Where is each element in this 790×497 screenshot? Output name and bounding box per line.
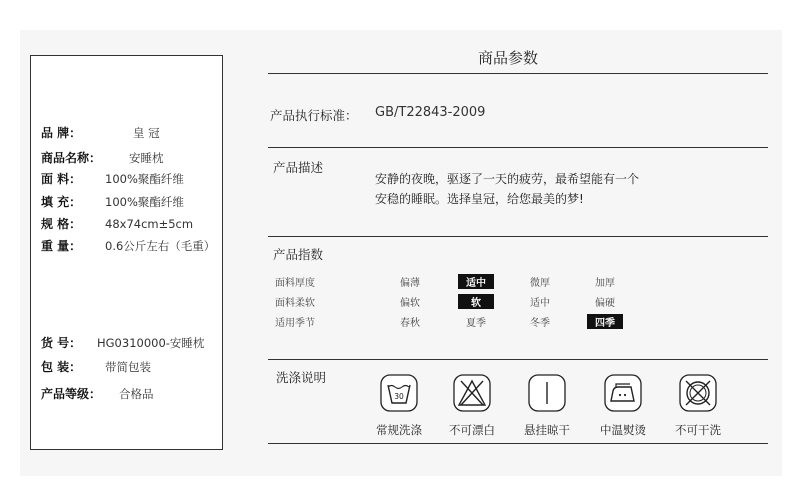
care-item-dry-clean — [663, 374, 733, 438]
care-item-hang-dry — [512, 374, 582, 438]
fabric-value: 100%聚酯纤维 — [105, 172, 184, 186]
index-row-label: 面料柔软 — [275, 298, 315, 309]
care-item-label: 悬挂晾干 — [524, 423, 570, 437]
description-label: 产品描述 — [273, 160, 324, 175]
size-value: 48x74cm±5cm — [105, 217, 194, 231]
page-title: 商品参数 — [478, 49, 539, 67]
wash-30-icon — [380, 374, 418, 412]
care-label: 洗涤说明 — [276, 370, 327, 385]
index-label: 产品指数 — [273, 247, 324, 262]
index-option: 适中 — [530, 298, 550, 309]
grade-label: 产品等级： — [41, 387, 102, 401]
care-item-label: 不可干洗 — [675, 423, 721, 437]
item-no-row — [41, 334, 204, 351]
filling-value: 100%聚酯纤维 — [105, 195, 184, 209]
brand-value: 皇 冠 — [133, 126, 160, 140]
hang-dry-icon — [528, 374, 566, 412]
index-option: 加厚 — [595, 278, 615, 289]
size-row — [41, 215, 193, 232]
care-item-wash — [364, 374, 434, 438]
brand-row — [41, 124, 160, 141]
package-label: 包 装： — [41, 360, 82, 374]
index-row-label: 适用季节 — [275, 318, 315, 329]
name-value: 安睡枕 — [129, 151, 164, 165]
brand-label: 品 牌： — [41, 126, 82, 140]
no-bleach-icon — [453, 374, 491, 412]
index-option: 偏薄 — [400, 278, 420, 289]
grade-row — [41, 385, 154, 402]
divider — [268, 73, 768, 74]
divider — [268, 443, 768, 444]
care-item-bleach — [437, 374, 507, 438]
care-item-label: 中温熨烫 — [600, 423, 646, 437]
divider — [268, 236, 768, 237]
standard-label: 产品执行标准： — [270, 108, 358, 123]
weight-label: 重 量： — [41, 239, 82, 253]
description-line-1: 安静的夜晚，驱逐了一天的疲劳，最希望能有一个 — [375, 172, 640, 186]
care-item-label: 常规洗涤 — [376, 423, 422, 437]
index-option-selected: 四季 — [587, 314, 623, 329]
index-option: 夏季 — [466, 318, 486, 329]
index-option-selected: 软 — [458, 294, 494, 309]
care-item-iron — [588, 374, 658, 438]
index-option: 偏硬 — [595, 298, 615, 309]
filling-row — [41, 193, 184, 210]
index-option: 偏软 — [400, 298, 420, 309]
divider — [268, 359, 768, 360]
index-option: 微厚 — [530, 278, 550, 289]
package-value: 带简包装 — [105, 360, 151, 374]
index-option: 冬季 — [530, 318, 550, 329]
description-line-2: 安稳的睡眠。选择皇冠，给您最美的梦! — [375, 192, 584, 206]
index-option: 春秋 — [400, 318, 420, 329]
name-row — [41, 149, 164, 166]
care-item-label: 不可漂白 — [449, 423, 495, 437]
weight-value: 0.6公斤左右（毛重） — [105, 239, 216, 253]
divider — [268, 147, 768, 148]
wash-temperature: 30 — [394, 392, 404, 401]
no-dry-clean-icon — [679, 374, 717, 412]
fabric-label: 面 料： — [41, 172, 82, 186]
index-row-label: 面料厚度 — [275, 278, 315, 289]
name-label: 商品名称： — [41, 151, 102, 165]
index-option-selected: 适中 — [458, 274, 494, 289]
item-no-value: HG0310000-安睡枕 — [97, 336, 205, 350]
filling-label: 填 充： — [41, 195, 82, 209]
grade-value: 合格品 — [119, 387, 154, 401]
weight-row — [41, 237, 215, 254]
iron-medium-icon — [604, 374, 642, 412]
standard-value: GB/T22843-2009 — [375, 105, 486, 120]
fabric-row — [41, 170, 184, 187]
product-info-box — [30, 55, 223, 450]
size-label: 规 格： — [41, 217, 82, 231]
item-no-label: 货 号： — [41, 336, 82, 350]
package-row — [41, 358, 151, 375]
